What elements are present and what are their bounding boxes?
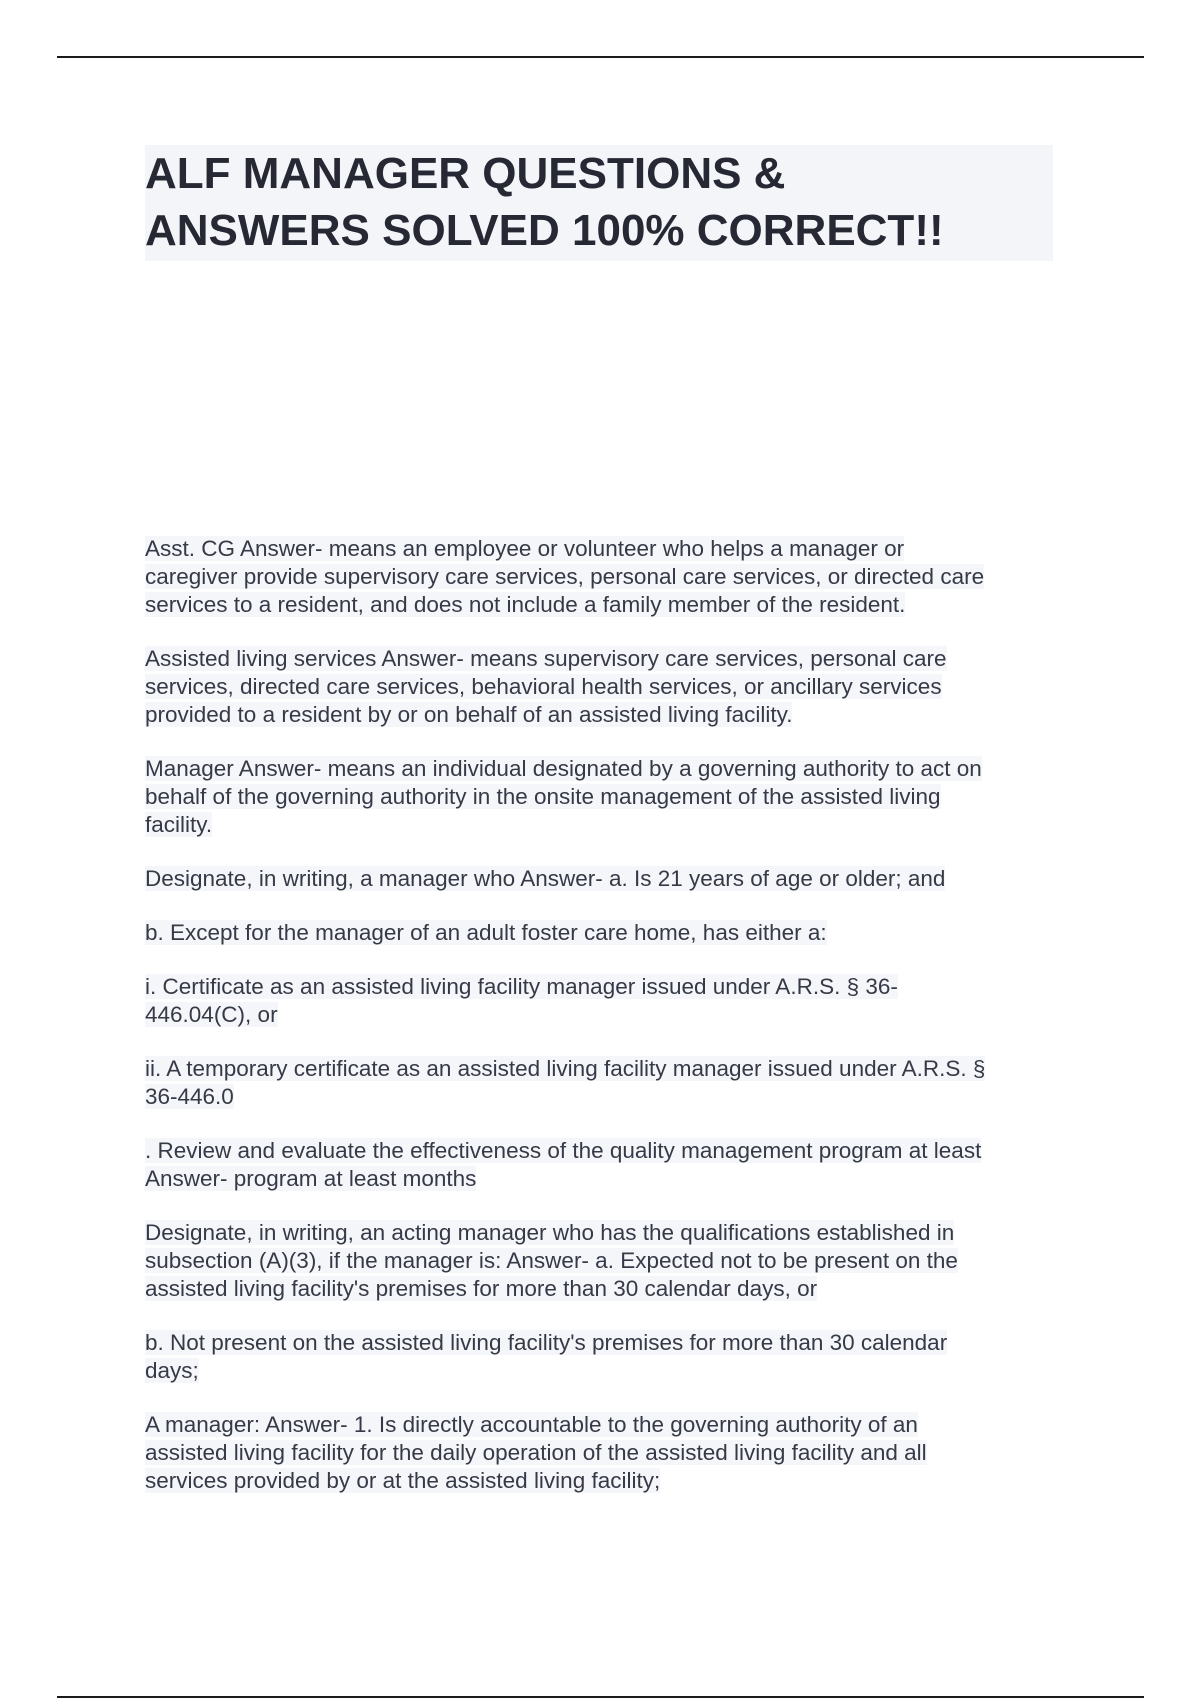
text-line: Manager Answer- means an individual designated by a governing authority to act on xyxy=(145,756,982,781)
paragraph-except-manager xyxy=(145,919,1065,947)
title-line-2: ANSWERS SOLVED 100% CORRECT!! xyxy=(145,206,944,255)
text-line: facility. xyxy=(145,812,213,837)
document-body xyxy=(145,535,1065,1521)
paragraph-temporary-certificate xyxy=(145,1055,1065,1111)
paragraph-designate-manager xyxy=(145,865,1065,893)
title-line-1: ALF MANAGER QUESTIONS & xyxy=(145,149,786,198)
text-line: b. Not present on the assisted living facility's premises for more than 30 calendar xyxy=(145,1330,948,1355)
text-line: ii. A temporary certificate as an assisted living facility manager issued under A.R.S. § xyxy=(145,1056,986,1081)
bottom-rule xyxy=(57,1696,1144,1698)
text-line: 446.04(C), or xyxy=(145,1002,278,1027)
text-line: Answer- program at least months xyxy=(145,1166,477,1191)
text-line: provided to a resident by or on behalf of an assisted living facility. xyxy=(145,702,793,727)
text-line: assisted living facility for the daily operation of the assisted living facility and all xyxy=(145,1440,927,1465)
text-line: behalf of the governing authority in the onsite management of the assisted living xyxy=(145,784,941,809)
paragraph-a-manager xyxy=(145,1411,1065,1495)
text-line: caregiver provide supervisory care services, personal care services, or directed care xyxy=(145,564,985,589)
text-line: . Review and evaluate the effectiveness of the quality management program at least xyxy=(145,1138,982,1163)
paragraph-quality-management xyxy=(145,1137,1065,1193)
paragraph-acting-manager xyxy=(145,1219,1065,1303)
text-line: services to a resident, and does not include a family member of the resident. xyxy=(145,592,906,617)
text-line: services provided by or at the assisted living facility; xyxy=(145,1468,661,1493)
top-rule xyxy=(57,56,1144,58)
paragraph-certificate xyxy=(145,973,1065,1029)
text-line: A manager: Answer- 1. Is directly accountable to the governing authority of an xyxy=(145,1412,918,1437)
text-line: days; xyxy=(145,1358,199,1383)
text-line: services, directed care services, behavioral health services, or ancillary services xyxy=(145,674,942,699)
text-line: i. Certificate as an assisted living facility manager issued under A.R.S. § 36- xyxy=(145,974,898,999)
text-line: Asst. CG Answer- means an employee or volunteer who helps a manager or xyxy=(145,536,905,561)
text-line: subsection (A)(3), if the manager is: Answer- a. Expected not to be present on the xyxy=(145,1248,958,1273)
text-line: Designate, in writing, a manager who Answer- a. Is 21 years of age or older; and xyxy=(145,866,946,891)
text-line: 36-446.0 xyxy=(145,1084,234,1109)
text-line: Designate, in writing, an acting manager who has the qualifications established in xyxy=(145,1220,955,1245)
text-line: assisted living facility's premises for more than 30 calendar days, or xyxy=(145,1276,818,1301)
paragraph-not-present xyxy=(145,1329,1065,1385)
text-line: Assisted living services Answer- means supervisory care services, personal care xyxy=(145,646,947,671)
paragraph-assisted-living-services xyxy=(145,645,1065,729)
paragraph-asst-cg xyxy=(145,535,1065,619)
text-line: b. Except for the manager of an adult foster care home, has either a: xyxy=(145,920,827,945)
paragraph-manager xyxy=(145,755,1065,839)
document-title xyxy=(145,145,1053,261)
